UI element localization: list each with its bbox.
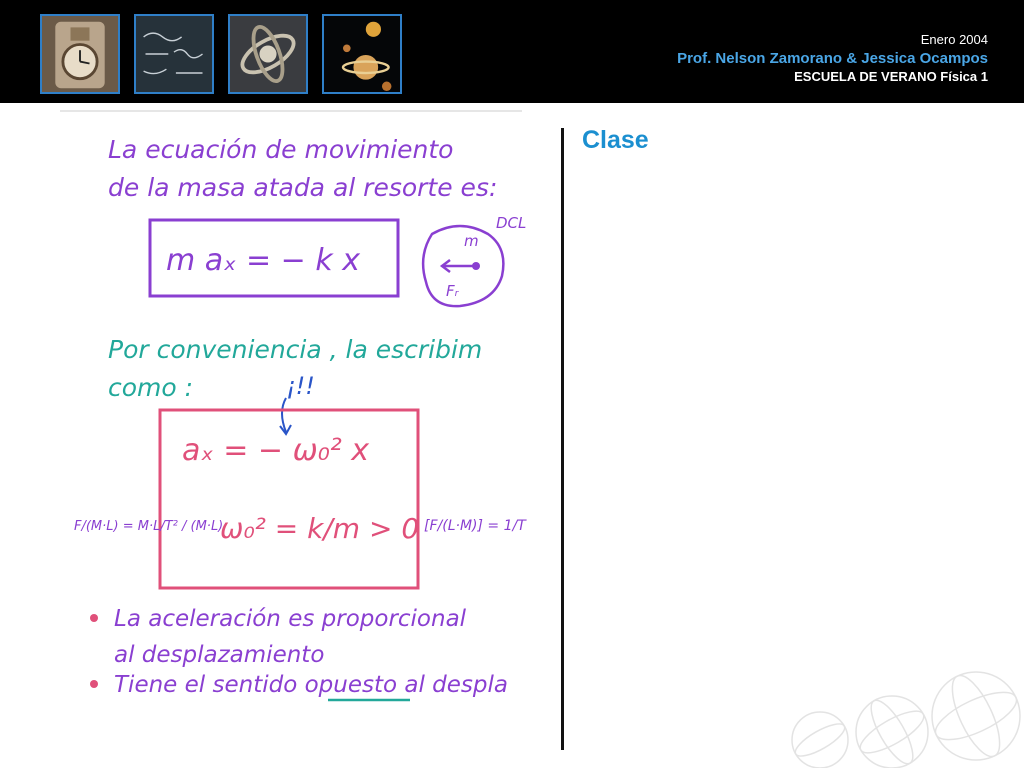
notes-line-4: como : — [108, 373, 194, 402]
right-dimension-note: [F/(L·M)] = 1/T — [424, 518, 526, 534]
bullet-1-line-a: La aceleración es proporcional — [114, 606, 467, 632]
vertical-divider — [561, 128, 564, 750]
blackboard-image — [134, 14, 214, 94]
bullet-2: Tiene el sentido opuesto al despla — [114, 672, 508, 698]
section-title: Clase — [582, 126, 649, 154]
bullet-dot-1 — [90, 614, 98, 622]
authors-label: Prof. Nelson Zamorano & Jessica Ocampos — [677, 50, 988, 67]
date-label: Enero 2004 — [920, 32, 988, 47]
notes-line-2: de la masa atada al resorte es: — [108, 173, 498, 202]
bullet-1-line-b: al desplazamiento — [114, 642, 325, 668]
equation-1: m aₓ = − k x — [166, 243, 361, 278]
gyroscope-image — [228, 14, 308, 94]
handwritten-notes — [60, 110, 530, 710]
dcl-force-label: Fᵣ — [446, 282, 459, 300]
notes-line-3: Por conveniencia , la escribim — [108, 335, 483, 364]
header-credits — [677, 32, 988, 85]
bullet-dot-2 — [90, 680, 98, 688]
school-label: ESCUELA DE VERANO Física 1 — [794, 69, 988, 84]
left-dimension-note: F/(M·L) = M·L/T² / (M·L) — [74, 519, 224, 534]
planets-image — [322, 14, 402, 94]
clock-image — [40, 14, 120, 94]
equation-2: aₓ = − ω₀² x — [182, 433, 370, 468]
equation-3: ω₀² = k/m > 0 — [220, 512, 420, 545]
notes-line-1: La ecuación de movimiento — [108, 135, 454, 164]
exclamation-note: ¡!! — [286, 372, 315, 400]
header-bar — [0, 0, 1024, 103]
dcl-label: DCL — [496, 214, 527, 232]
decorative-spheres — [780, 660, 1024, 768]
dcl-mass-label: m — [464, 232, 479, 250]
